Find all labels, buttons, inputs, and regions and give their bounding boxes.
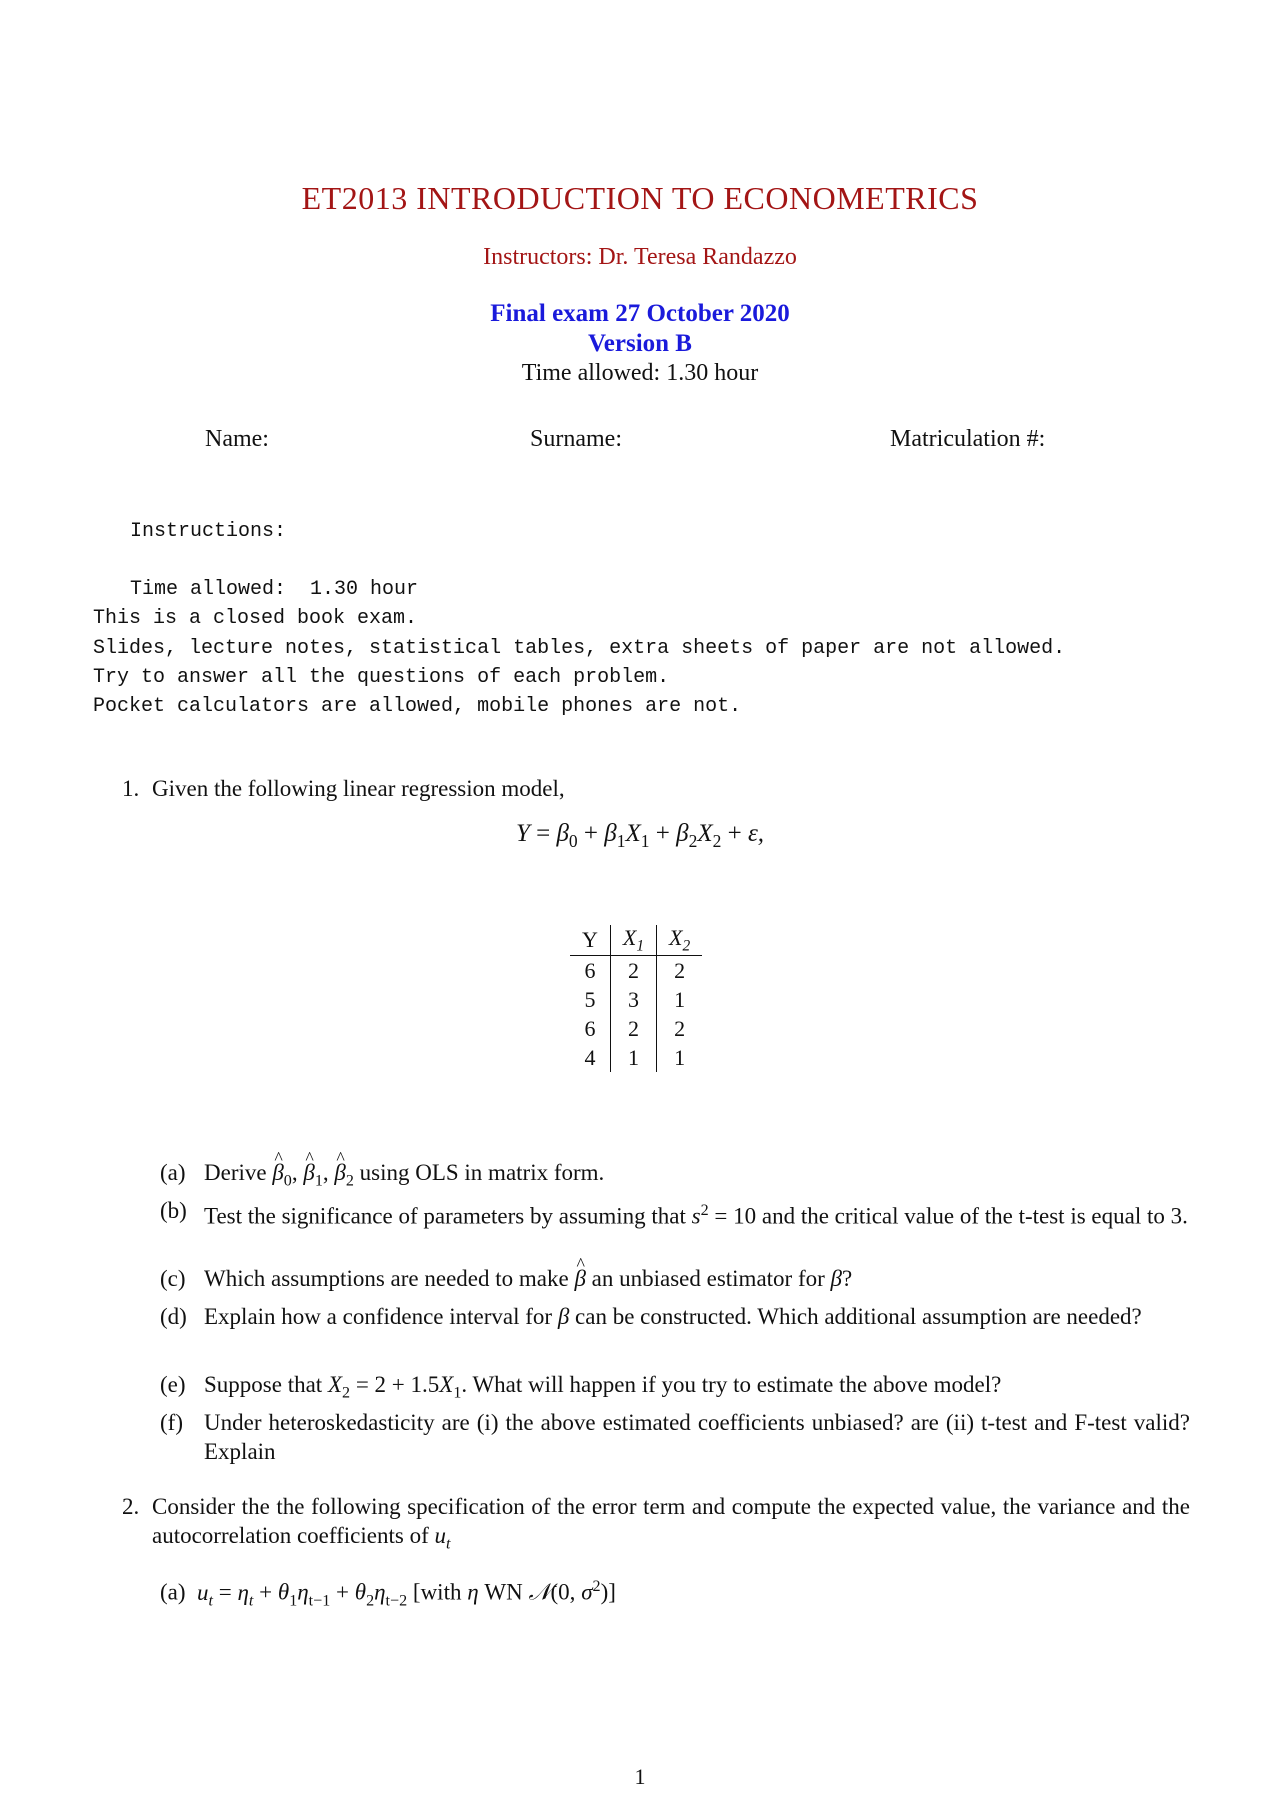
subquestion-label: (d) xyxy=(160,1304,187,1329)
table-row xyxy=(570,1014,702,1043)
exam-title: ET2013 INTRODUCTION TO ECONOMETRICS xyxy=(301,180,979,216)
question-2-number: 2. xyxy=(122,1494,140,1519)
time-allowed: Time allowed: 1.30 hour xyxy=(521,360,759,386)
subquestion-c: (c) Which assumptions are needed to make ^ β an unbiased estimator for β? xyxy=(160,1264,1190,1293)
subquestion-text: . What will happen if you try to estimate the above model? xyxy=(461,1372,1002,1397)
subquestion-text: Test the significance of parameters by assuming that xyxy=(204,1203,686,1229)
table-cell: 1 xyxy=(674,986,686,1012)
subquestion-text: = 10 and the critical value of the t-test is equal to 3. xyxy=(714,1203,1188,1229)
subquestion-b: (b) Test the significance of parameters by assuming that $s^2 = 10$ and the critical value of the t-test is equal to 3. xyxy=(160,1198,1188,1229)
page-number: 1 xyxy=(634,1764,646,1789)
table-cell: 2 xyxy=(610,1014,656,1043)
table-cell: 3 xyxy=(610,985,656,1014)
table-header-x1: $X_1$ xyxy=(610,925,656,956)
subquestion-text: WN xyxy=(484,1579,523,1605)
exam-date: Final exam 27 October 2020 xyxy=(490,300,790,327)
subquestion-e: (e) Suppose that $X_2 = 2 + 1.5X_1$. What will happen if you try to estimate the above model? xyxy=(160,1372,1002,1402)
subquestion-label: (a) xyxy=(160,1160,186,1185)
instruction-line: Try to answer all the questions of each problem. xyxy=(93,666,670,689)
table-cell: 5 xyxy=(570,985,610,1014)
data-table xyxy=(570,925,702,1072)
subquestion-text: Suppose that xyxy=(204,1372,323,1397)
instruction-line: Slides, lecture notes, statistical tables, extra sheets of paper are not allowed. xyxy=(93,637,1066,660)
name-field-label: Name: xyxy=(205,426,269,452)
subquestion-f xyxy=(160,1408,1190,1466)
instruction-line: Pocket calculators are allowed, mobile phones are not. xyxy=(93,695,742,718)
subquestion-text: Derive xyxy=(204,1160,267,1185)
question-2-body: Consider the the following specification of the error term and compute the expected value, the variance and the autocorrelation coefficients of xyxy=(152,1494,1190,1548)
question-2-subquestion-a: (a) $u_t = \eta_t + \theta_1\eta_{t-1} + \theta_2\eta_{t-2}$ [with η WN 𝒩(0, $\sigma^2$)] xyxy=(160,1578,616,1610)
subquestion-text: an unbiased estimator for xyxy=(591,1266,825,1291)
table-cell: 6 xyxy=(570,1014,610,1043)
table-header-x2: $X_2$ xyxy=(657,925,703,956)
exam-version: Version B xyxy=(588,330,692,357)
table-cell: 6 xyxy=(570,956,610,986)
table-row xyxy=(570,985,702,1014)
subquestion-label: (e) xyxy=(160,1372,186,1397)
subquestion-text: using OLS in matrix form. xyxy=(359,1160,605,1185)
table-row xyxy=(570,956,702,986)
surname-field-label: Surname: xyxy=(530,426,622,452)
subquestion-label: (b) xyxy=(160,1198,187,1223)
question-1-intro: Given the following linear regression model, xyxy=(152,776,565,801)
subquestion-d: (d) Explain how a confidence interval for β can be constructed. Which additional assumption are needed? xyxy=(160,1304,1142,1329)
question-2-text: Consider the the following specification of the error term and compute the expected value, the variance and the autocorrelation coefficients of $u_t$ xyxy=(152,1494,1190,1553)
table-cell: 4 xyxy=(570,1043,610,1072)
subquestion-a: (a) Derive ^ $\beta_0$, ^ $\beta_1$, ^ $\beta_2$ using OLS in matrix form. xyxy=(160,1158,1190,1196)
subquestion-text: Explain how a confidence interval for xyxy=(204,1304,553,1329)
table-cell: 2 xyxy=(610,956,656,986)
subquestion-label: (a) xyxy=(160,1579,186,1605)
subquestion-label: (c) xyxy=(160,1266,186,1291)
table-cell: 1 xyxy=(610,1043,656,1072)
regression-equation: $Y = \beta_0 + \beta_1X_1 + \beta_2X_2 + \varepsilon$, xyxy=(515,820,765,851)
instruction-line: Time allowed: 1.30 hour xyxy=(130,578,419,601)
instruction-line: This is a closed book exam. xyxy=(93,607,418,630)
table-header-y: Y xyxy=(570,925,610,956)
matriculation-field-label: Matriculation #: xyxy=(890,426,1046,452)
subquestion-text: Under heteroskedasticity are (i) the above estimated coefficients unbiased? are (ii) t-test and F-test valid? Explain xyxy=(204,1410,1190,1464)
subquestion-text: [with xyxy=(412,1579,462,1605)
subquestion-text: can be constructed. Which additional assumption are needed? xyxy=(575,1304,1142,1329)
table-cell: 2 xyxy=(674,957,686,983)
subquestion-label: (f) xyxy=(160,1410,183,1435)
table-cell: 2 xyxy=(674,1015,686,1041)
instructions-heading: Instructions: xyxy=(130,520,287,543)
instructors-line: Instructors: Dr. Teresa Randazzo xyxy=(483,244,797,270)
table-header-row xyxy=(570,925,702,956)
subquestion-text: Which assumptions are needed to make xyxy=(204,1266,569,1291)
table-cell: 1 xyxy=(674,1044,686,1070)
table-row xyxy=(570,1043,702,1072)
question-1-number: 1. xyxy=(122,776,140,801)
